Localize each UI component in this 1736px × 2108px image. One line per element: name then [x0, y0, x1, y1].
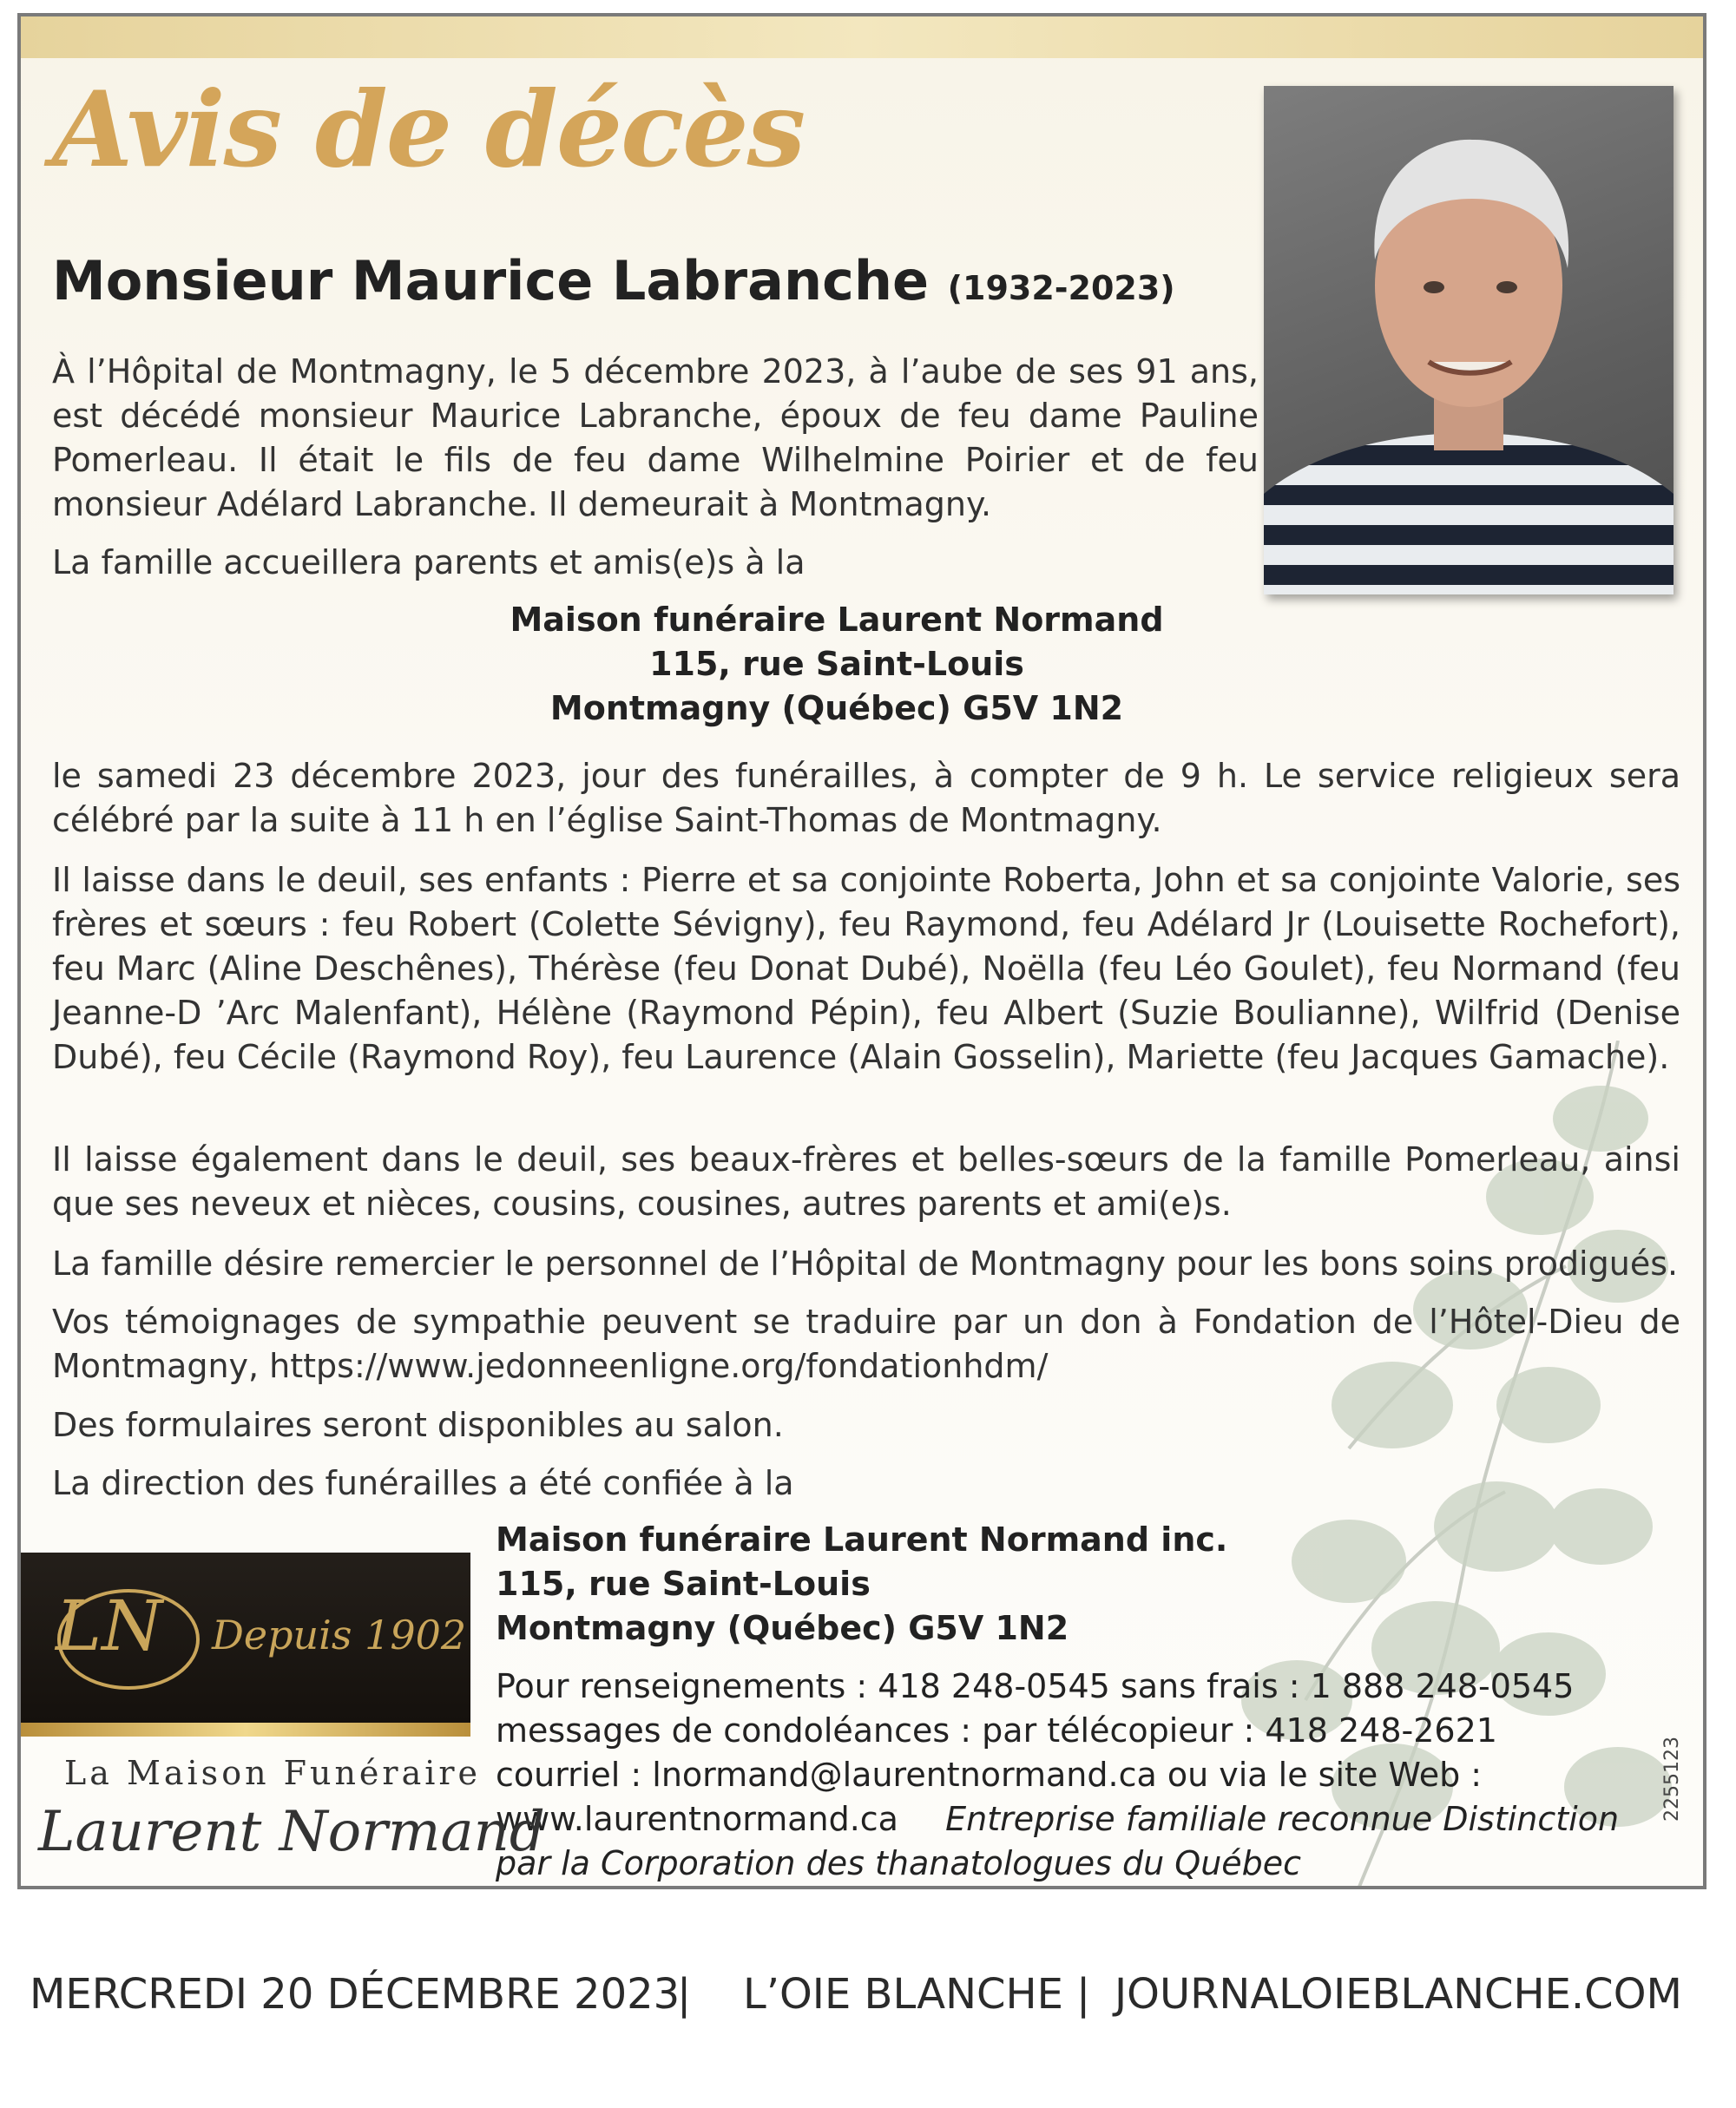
director-tagline: Entreprise familiale reconnue Distinction par la Corporation des thanatologues du Québec — [496, 1800, 1620, 1882]
footer-separator-2: | — [1076, 1970, 1091, 2019]
deceased-full-name: Monsieur Maurice Labranche — [52, 249, 930, 312]
paragraph-thanks: La famille désire remercier le personnel de l’Hôpital de Montmagny pour les bons soins prodigués. — [52, 1244, 1679, 1283]
header-gold-bar — [21, 16, 1703, 58]
portrait-silhouette-icon — [1264, 86, 1674, 594]
venue-street: 115, rue Saint-Louis — [649, 645, 1024, 683]
director-name: Maison funéraire Laurent Normand inc. — [496, 1520, 1228, 1559]
paragraph-donation: Vos témoignages de sympathie peuvent se traduire par un don à Fondation de l’Hôtel-Dieu de Montmagny, https://www.jedonneenligne.org/fondationhdm/ — [52, 1303, 1680, 1385]
paragraph-reception: La famille accueillera parents et amis(e)s à la — [52, 543, 806, 581]
footer-date: MERCREDI 20 DÉCEMBRE 2023 — [30, 1970, 681, 2019]
portrait-photo — [1264, 86, 1674, 594]
footer-separator-1: | — [677, 1970, 692, 2019]
ad-reference-number: 2255123 — [1661, 1737, 1683, 1822]
paragraph-family: Il laisse dans le deuil, ses enfants : Pierre et sa conjointe Roberta, John et sa conjointe Valorie, ses frères et sœurs : feu Robert (Colette Sévigny), feu Raymond, feu Adélard Jr (Louisette Rochefort), feu Marc (Aline Deschênes), Thérèse (feu Donat Dubé), Noëlla (feu Léo Goulet), feu Normand (feu Jeanne-D ’Arc Malenfant), Hélène (Raymond Pépin), feu Albert (Suzie Boulianne), Wilfrid (Denise Dubé), feu Cécile (Raymond Roy), feu Laurence (Alain Gosselin), Mariette (feu Jacques Gamache). — [52, 861, 1680, 1076]
deceased-years: (1932-2023) — [947, 269, 1175, 307]
notice-heading: Avis de décès — [52, 69, 805, 191]
footer-paper-name: L’OIE BLANCHE — [743, 1970, 1063, 2019]
logo-since: Depuis 1902 — [212, 1612, 467, 1658]
footer-website: JOURNALOIEBLANCHE.COM — [1115, 1970, 1682, 2019]
paragraph-announcement: À l’Hôpital de Montmagny, le 5 décembre 2023, à l’aube de ses 91 ans, est décédé monsieur Maurice Labranche, époux de feu dame Pauline Pomerleau. Il était le fils de feu dame Wilhelmine Poirier et de feu monsieur Adélard Labranche. Il demeurait à Montmagny. — [52, 352, 1259, 523]
deceased-name — [52, 249, 1175, 312]
director-fax: messages de condoléances : par télécopieur : 418 248-2621 — [496, 1711, 1497, 1750]
venue-name: Maison funéraire Laurent Normand — [510, 601, 1164, 639]
venue-address — [403, 598, 1271, 731]
director-phone: Pour renseignements : 418 248-0545 sans frais : 1 888 248-0545 — [496, 1667, 1575, 1705]
director-email: courriel : lnormand@laurentnormand.ca ou via le site Web : — [496, 1756, 1483, 1794]
paragraph-forms: Des formulaires seront disponibles au salon. — [52, 1406, 784, 1444]
director-city: Montmagny (Québec) G5V 1N2 — [496, 1609, 1069, 1647]
director-street: 115, rue Saint-Louis — [496, 1565, 871, 1603]
director-website: www.laurentnormand.ca — [496, 1800, 898, 1838]
venue-city: Montmagny (Québec) G5V 1N2 — [549, 689, 1124, 727]
logo-monogram: LN — [56, 1586, 163, 1666]
director-website-line — [496, 1797, 1650, 1886]
paragraph-funeral: le samedi 23 décembre 2023, jour des funérailles, à compter de 9 h. Le service religieux sera célébré par la suite à 11 h en l’église Saint-Thomas de Montmagny. — [52, 757, 1680, 839]
death-notice-card — [17, 13, 1706, 1889]
paragraph-in-laws: Il laisse également dans le deuil, ses beaux-frères et belles-sœurs de la famille Pomerleau, ainsi que ses neveux et nièces, cousins, cousines, autres parents et ami(e)s. — [52, 1140, 1680, 1223]
logo-gold-stripe — [21, 1723, 470, 1737]
logo-line1: La Maison Funéraire — [64, 1754, 482, 1792]
director-block — [496, 1518, 1650, 1886]
logo-line2: Laurent Normand — [38, 1800, 545, 1864]
paragraph-direction: La direction des funérailles a été confiée à la — [52, 1464, 794, 1502]
